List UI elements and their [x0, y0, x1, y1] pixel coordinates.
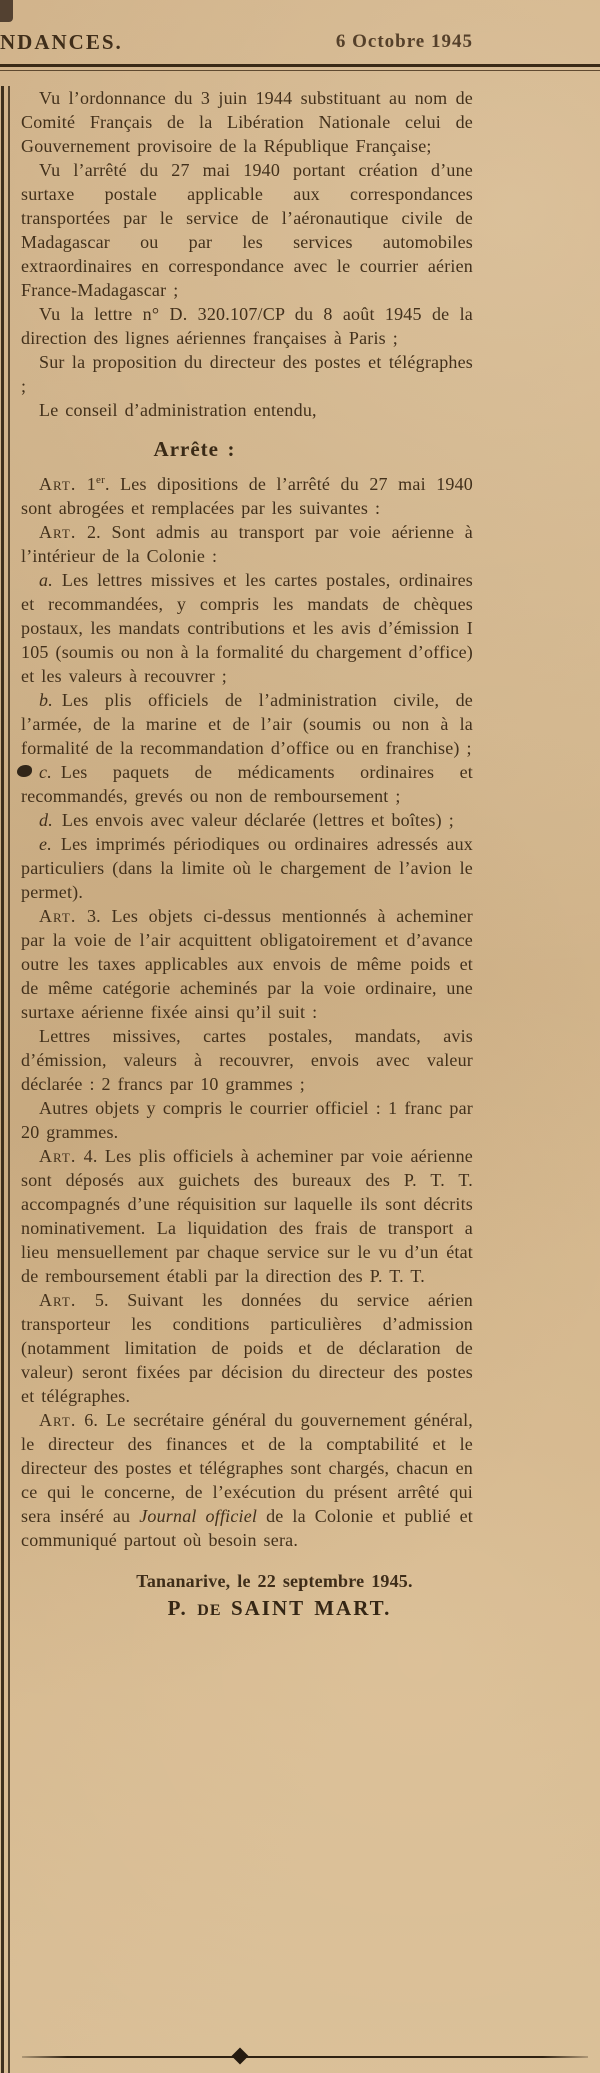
signature-name — [21, 1596, 473, 1623]
item-c-label: c. — [39, 762, 52, 782]
article-4 — [21, 1144, 473, 1288]
article-5 — [21, 1288, 473, 1408]
article-1-label: Art. — [39, 474, 77, 494]
column-rule-outer — [1, 86, 4, 2073]
article-4-body: 4. Les plis officiels à acheminer par voie aérienne sont déposés aux guichets des bureaux des P. T. T. accompagnés d’une réquisition sur laquelle ils sont décrits nominativement. La liquidation des frais de transport a lieu mensuellement par chaque service sur le vu d’un état de remboursement établi par la direction des P. T. T. — [21, 1146, 473, 1286]
article-1-number: 1 — [76, 474, 96, 494]
item-a-label: a. — [39, 570, 53, 590]
item-d-label: d. — [39, 810, 53, 830]
article-3 — [21, 904, 473, 1024]
article-5-body: 5. Suivant les données du service aérien transporteur les conditions particulières d’admission (notamment limitation de poids et de déclaration de valeur) seront fixées par décision du directeur des postes et télégraphes. — [21, 1290, 473, 1406]
page-edge-artifact — [0, 0, 13, 22]
item-b-label: b. — [39, 690, 53, 710]
preamble-lettre: Vu la lettre n° D. 320.107/CP du 8 août 1945 de la direction des lignes aériennes françaises à Paris ; — [21, 304, 473, 348]
item-b — [21, 688, 473, 760]
article-1 — [21, 472, 473, 520]
diamond-ornament — [232, 2048, 249, 2065]
article-2 — [21, 520, 473, 568]
article-6 — [21, 1408, 473, 1552]
signature-particle: DE — [197, 1602, 222, 1619]
item-b-body: Les plis officiels de l’administration civile, de l’armée, de la marine et de l’air (soumis ou non à la formalité de la recommandation d’office ou en franchise) ; — [21, 690, 473, 758]
signature-initial: P. — [167, 1596, 198, 1620]
article-6-label: Art. — [39, 1410, 77, 1430]
preamble-ordonnance: Vu l’ordonnance du 3 juin 1944 substituant au nom de Comité Français de la Libération Nationale celui de Gouvernement provisoire de la République Française; — [21, 88, 473, 156]
article-6-body-1: 6. Le secrétaire général du gouvernement général, le directeur des finances et de la comptabilité et le directeur des postes et télégraphes sont chargés, chacun en ce qui le concerne, de l’exécution du présent arrêté qui sera inséré au — [21, 1410, 473, 1526]
header-rule-thin — [0, 70, 600, 71]
running-header-date: 6 Octobre 1945 — [335, 31, 473, 52]
journal-officiel-italic: Journal officiel — [139, 1506, 258, 1526]
tariff-other: Autres objets y compris le courrier officiel : 1 franc par 20 grammes. — [21, 1098, 473, 1142]
article-1-body: . Les dipositions de l’arrêté du 27 mai 1940 sont abrogées et remplacées par les suivantes : — [21, 474, 473, 518]
article-3-label: Art. — [39, 906, 77, 926]
item-a-body: Les lettres missives et les cartes postales, ordinaires et recommandées, y compris les mandats de chèques postaux, les mandats contributions et les avis d’émission I 105 (soumis ou non à la formalité du chargement d’office) et les valeurs à recouvrer ; — [21, 570, 473, 686]
item-e — [21, 832, 473, 904]
article-5-label: Art. — [39, 1290, 77, 1310]
article-1-ordinal: er — [95, 474, 105, 486]
article-3-body: 3. Les objets ci-dessus mentionnés à acheminer par la voie de l’air acquittent obligatoirement et d’avance outre les taxes applicables aux envois de même poids et de même catégorie acheminés par la voie ordinaire, une surtaxe aérienne fixée ainsi qu’il suit : — [21, 906, 473, 1022]
item-d-body: Les envois avec valeur déclarée (lettres et boîtes) ; — [61, 810, 454, 830]
column-rule-inner — [8, 86, 10, 2073]
item-a — [21, 568, 473, 688]
running-header-title: NDANCES. — [0, 30, 123, 54]
tariff-letters: Lettres missives, cartes postales, mandats, avis d’émission, valeurs à recouvrer, envois avec valeur déclarée : 2 francs par 10 grammes ; — [21, 1026, 473, 1094]
signature-surname: SAINT MART. — [221, 1596, 392, 1620]
article-6-body-2: de la Colonie et publié et communiqué partout où besoin sera. — [21, 1506, 473, 1550]
header-rule-thick — [0, 64, 600, 67]
item-d — [21, 808, 473, 832]
article-4-label: Art. — [39, 1146, 77, 1166]
preamble-proposition: Sur la proposition du directeur des postes et télégraphes ; — [21, 352, 473, 396]
ink-blot — [17, 765, 32, 777]
item-e-label: e. — [39, 834, 52, 854]
arrete-heading: Arrête : — [153, 437, 236, 461]
article-2-body: 2. Sont admis au transport par voie aérienne à l’intérieur de la Colonie : — [21, 522, 473, 566]
item-c-body: Les paquets de médicaments ordinaires et recommandés, grevés ou non de remboursement ; — [21, 762, 473, 806]
signature-place-date: Tananarive, le 22 septembre 1945. — [136, 1571, 413, 1591]
preamble-arrete-1940: Vu l’arrêté du 27 mai 1940 portant création d’une surtaxe postale applicable aux correspondances transportées par le service de l’aéronautique civile de Madagascar ou par les services automobiles extraordinaires en correspondance avec le courrier aérien France-Madagascar ; — [21, 160, 473, 300]
preamble-conseil: Le conseil d’administration entendu, — [39, 400, 317, 420]
article-2-label: Art. — [39, 522, 77, 542]
article-column — [21, 86, 473, 1623]
footer-divider — [22, 2056, 588, 2058]
item-c — [21, 760, 473, 808]
item-e-body: Les imprimés périodiques ou ordinaires adressés aux particuliers (dans la limite où le chargement de l’avion le permet). — [21, 834, 473, 902]
